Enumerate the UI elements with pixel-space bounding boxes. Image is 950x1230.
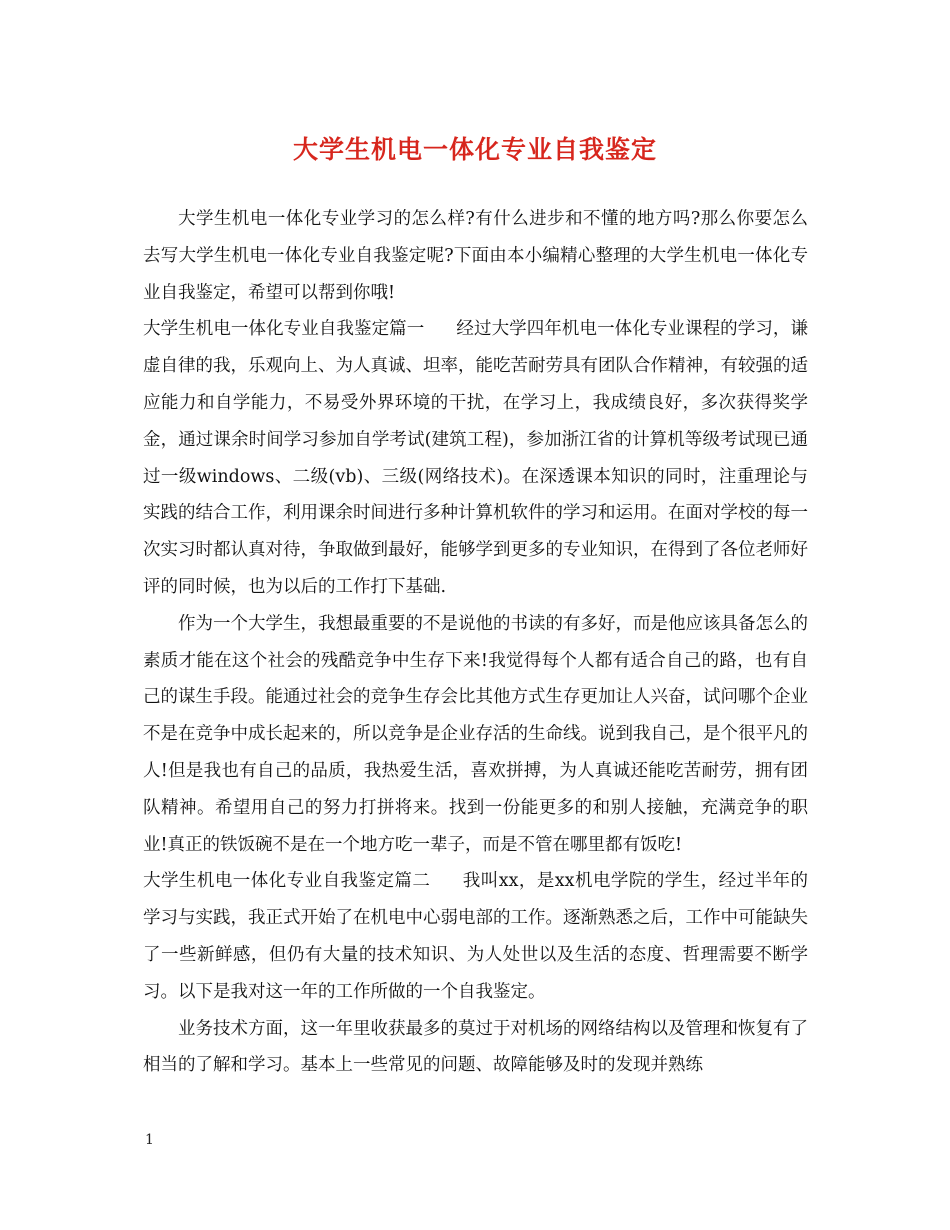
section-one-heading: 大学生机电一体化专业自我鉴定篇一	[143, 319, 425, 340]
document-title: 大学生机电一体化专业自我鉴定	[292, 135, 657, 164]
section-two-heading: 大学生机电一体化专业自我鉴定篇二	[143, 871, 431, 892]
section-two-text: 我叫xx，是xx机电学院的学生，经过半年的学习与实践，我正式开始了在机电中心弱电部的工作。逐渐熟悉之后，工作中可能缺失了一些新鲜感，但仍有大量的技术知识、为人处世以及生活的态度、哲理需要不断学习。以下是我对这一年的工作所做的一个自我鉴定。	[143, 871, 808, 1002]
section-one-text: 经过大学四年机电一体化专业课程的学习，谦虚自律的我，乐观向上、为人真诚、坦率，能吃苦耐劳具有团队合作精神，有较强的适应能力和自学能力，不易受外界环境的干扰，在学习上，我成绩良好，多次获得奖学金，通过课余时间学习参加自学考试(建筑工程)，参加浙江省的计算机等级考试现已通过一级windows、二级(vb)、三级(网络技术)。在深透课本知识的同时，注重理论与实践的结合工作，利用课余时间进行多种计算机软件的学习和运用。在面对学校的每一次实习时都认真对待，争取做到最好，能够学到更多的专业知识，在得到了各位老师好评的同时候，也为以后的工作打下基础.	[143, 319, 809, 597]
page-number: 1	[145, 1132, 154, 1148]
section-one-second-paragraph: 作为一个大学生，我想最重要的不是说他的书读的有多好，而是他应该具备怎么的素质才能在这个社会的残酷竞争中生存下来!我觉得每个人都有适合自己的路，也有自己的谋生手段。能通过社会的竞争生存会比其他方式生存更加让人兴奋，试问哪个企业不是在竞争中成长起来的，所以竞争是企业存活的生命线。说到我自己，是个很平凡的人!但是我也有自己的品质，我热爱生活，喜欢拼搏，为人真诚还能吃苦耐劳，拥有团队精神。希望用自己的努力打拼将来。找到一份能更多的和别人接触，充满竞争的职业!真正的铁饭碗不是在一个地方吃一辈子，而是不管在哪里都有饭吃!	[143, 613, 808, 855]
section-two-second-paragraph: 业务技术方面，这一年里收获最多的莫过于对机场的网络结构以及管理和恢复有了相当的了解和学习。基本上一些常见的问题、故障能够及时的发现并熟练	[143, 1018, 808, 1076]
section-two-paragraph	[143, 863, 808, 1010]
intro-paragraph: 大学生机电一体化专业学习的怎么样?有什么进步和不懂的地方吗?那么你要怎么去写大学生机电一体化专业自我鉴定呢?下面由本小编精心整理的大学生机电一体化专业自我鉴定，希望可以帮到你哦!	[143, 209, 808, 303]
document-body	[143, 201, 808, 1084]
section-one-paragraph	[143, 311, 808, 605]
